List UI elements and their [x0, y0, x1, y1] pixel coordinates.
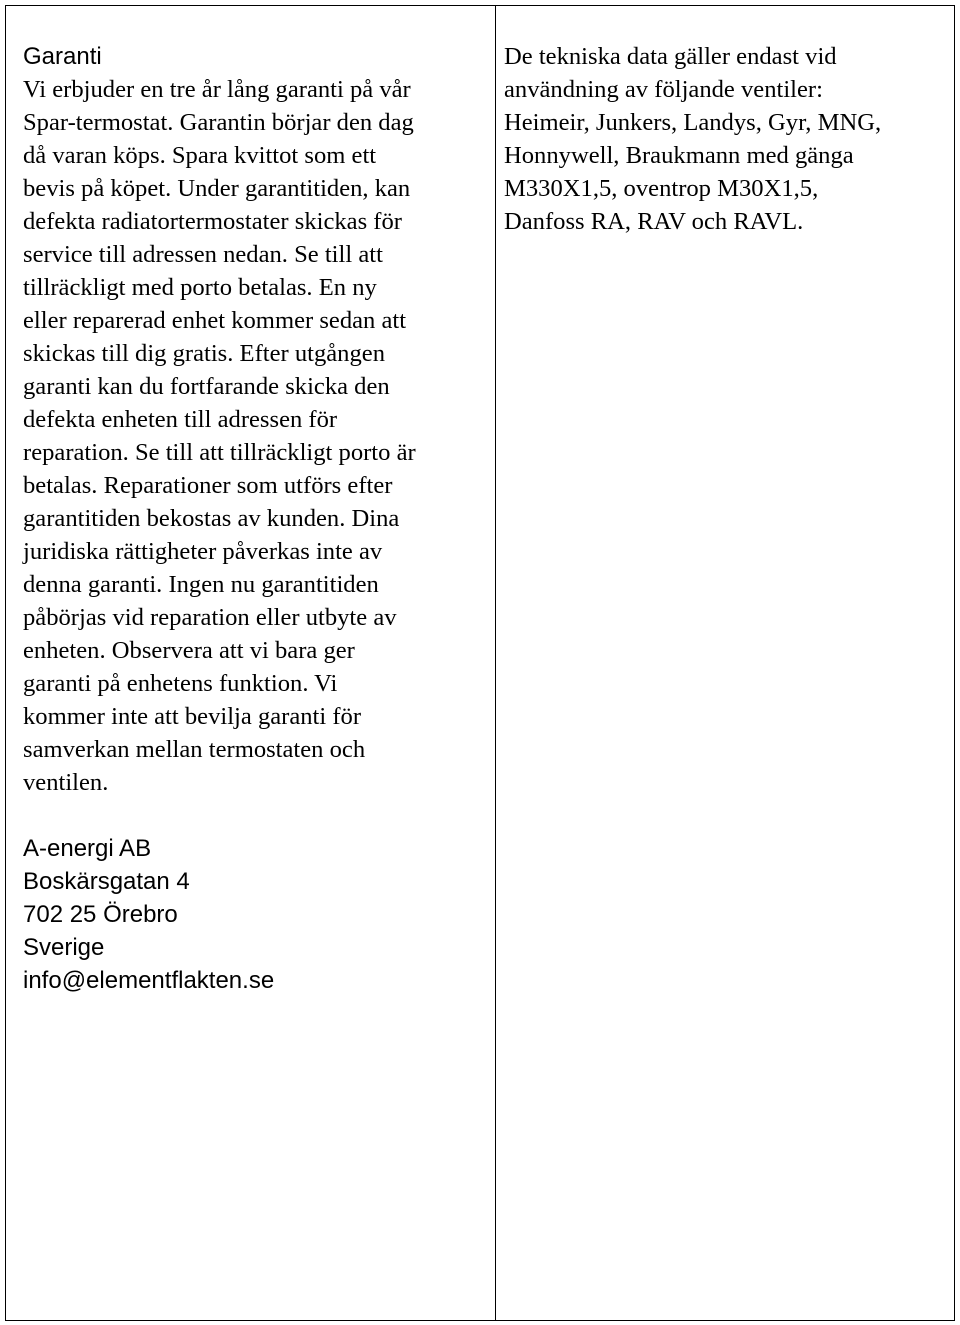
specs-text: De tekniska data gäller endast vid användning av följande ventiler: Heimeir, Junkers, Landys, Gyr, MNG, Honnywell, Braukmann med gänga M330X1,5, oventrop M30X1,5, Danfoss RA, RAV och RAVL. [504, 43, 882, 235]
specs-column [496, 6, 954, 1320]
document-table [5, 5, 955, 1321]
warranty-text: Vi erbjuder en tre år lång garanti på vår Spar-termostat. Garantin börjar den dag då varan köps. Spara kvittot som ett bevis på köpet. Under garantitiden, kan defekta radiatortermostater skickas för service till adressen nedan. Se till att tillräckligt med porto betalas. En ny eller reparerad enhet kommer sedan att skickas till dig gratis. Efter utgången garanti kan du fortfarande skicka den defekta enheten till adressen för reparation. Se till att tillräckligt porto är betalas. Reparationer som utförs efter garantitiden bekostas av kunden. Dina juridiska rättigheter påverkas inte av denna garanti. Ingen nu garantitiden påbörjas vid reparation eller utbyte av enheten. Observera att vi bara ger garanti på enhetens funktion. Vi kommer inte att bevilja garanti för samverkan mellan termostaten och ventilen. [23, 76, 416, 796]
address-block [23, 832, 485, 997]
warranty-heading: Garanti [23, 43, 102, 70]
street-address: Boskärsgatan 4 [23, 868, 190, 895]
company-name: A-energi AB [23, 835, 152, 862]
email-address: info@elementflakten.se [23, 967, 275, 994]
warranty-column [6, 6, 496, 1320]
postal-city: 702 25 Örebro [23, 901, 178, 928]
country: Sverige [23, 934, 105, 961]
